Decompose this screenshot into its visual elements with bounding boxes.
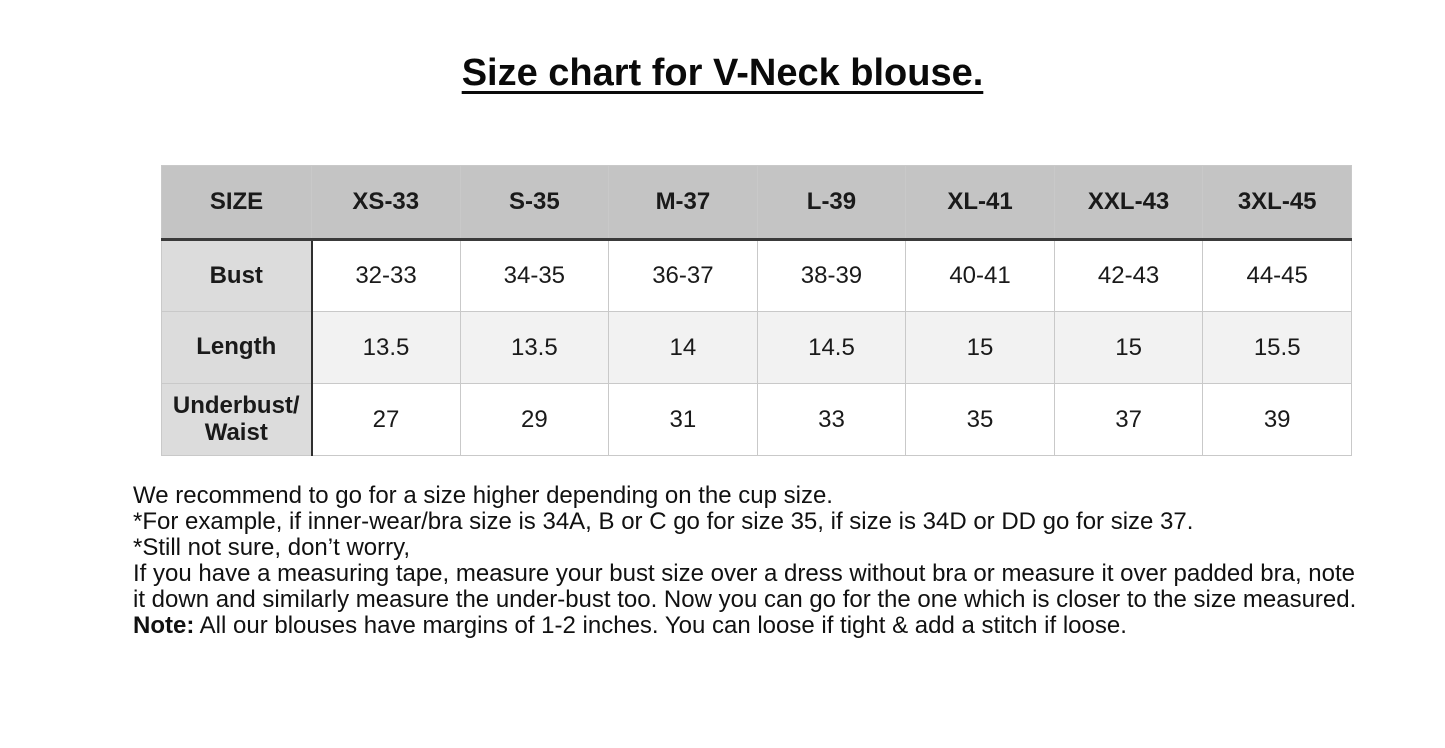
column-header-xl-41: XL-41 xyxy=(906,166,1055,240)
table-cell: 13.5 xyxy=(460,312,609,384)
table-cell: 33 xyxy=(757,384,906,456)
table-cell: 15 xyxy=(906,312,1055,384)
note-label: Note: xyxy=(133,612,195,639)
table-cell: 27 xyxy=(312,384,461,456)
table-cell: 15.5 xyxy=(1203,312,1352,384)
table-cell: 14.5 xyxy=(757,312,906,384)
recommendation-paragraph xyxy=(133,483,1358,535)
table-cell: 15 xyxy=(1054,312,1203,384)
measuring-tape-line: If you have a measuring tape, measure your bust size over a dress without bra or measure it over padded bra, note xyxy=(133,560,1355,587)
table-cell: 37 xyxy=(1054,384,1203,456)
column-header-size: SIZE xyxy=(162,166,312,240)
notes-section xyxy=(133,483,1358,639)
measuring-paragraph xyxy=(133,535,1358,613)
example-line: *For example, if inner-wear/bra size is 34A, B or C go for size 35, if size is 34D or DD go for size 37. xyxy=(133,508,1194,535)
column-header-m-37: M-37 xyxy=(609,166,758,240)
table-cell: 44-45 xyxy=(1203,240,1352,312)
table-cell: 36-37 xyxy=(609,240,758,312)
table-row-bust xyxy=(162,240,1352,312)
recommendation-line: We recommend to go for a size higher depending on the cup size. xyxy=(133,482,833,509)
table-cell: 35 xyxy=(906,384,1055,456)
table-row-length xyxy=(162,312,1352,384)
table-cell: 39 xyxy=(1203,384,1352,456)
row-label-bust: Bust xyxy=(162,240,312,312)
column-header-l-39: L-39 xyxy=(757,166,906,240)
table-cell: 34-35 xyxy=(460,240,609,312)
note-text: All our blouses have margins of 1-2 inches. You can loose if tight & add a stitch if loose. xyxy=(194,612,1127,639)
row-label-length: Length xyxy=(162,312,312,384)
row-label-underbust-waist: Underbust/ Waist xyxy=(162,384,312,456)
table-header-row xyxy=(162,166,1352,240)
table-cell: 31 xyxy=(609,384,758,456)
still-not-sure-line: *Still not sure, don’t worry, xyxy=(133,534,410,561)
column-header-s-35: S-35 xyxy=(460,166,609,240)
table-row-underbust-waist xyxy=(162,384,1352,456)
size-chart-table xyxy=(161,165,1352,456)
table-cell: 29 xyxy=(460,384,609,456)
underbust-measure-line: it down and similarly measure the under-bust too. Now you can go for the one which is closer to the size measured. xyxy=(133,586,1357,613)
note-paragraph xyxy=(133,613,1358,639)
column-header-xxl-43: XXL-43 xyxy=(1054,166,1203,240)
table-cell: 14 xyxy=(609,312,758,384)
page-title: Size chart for V-Neck blouse. xyxy=(461,52,984,94)
table-cell: 42-43 xyxy=(1054,240,1203,312)
table-cell: 32-33 xyxy=(312,240,461,312)
table-cell: 38-39 xyxy=(757,240,906,312)
column-header-3xl-45: 3XL-45 xyxy=(1203,166,1352,240)
column-header-xs-33: XS-33 xyxy=(312,166,461,240)
table-cell: 40-41 xyxy=(906,240,1055,312)
table-cell: 13.5 xyxy=(312,312,461,384)
